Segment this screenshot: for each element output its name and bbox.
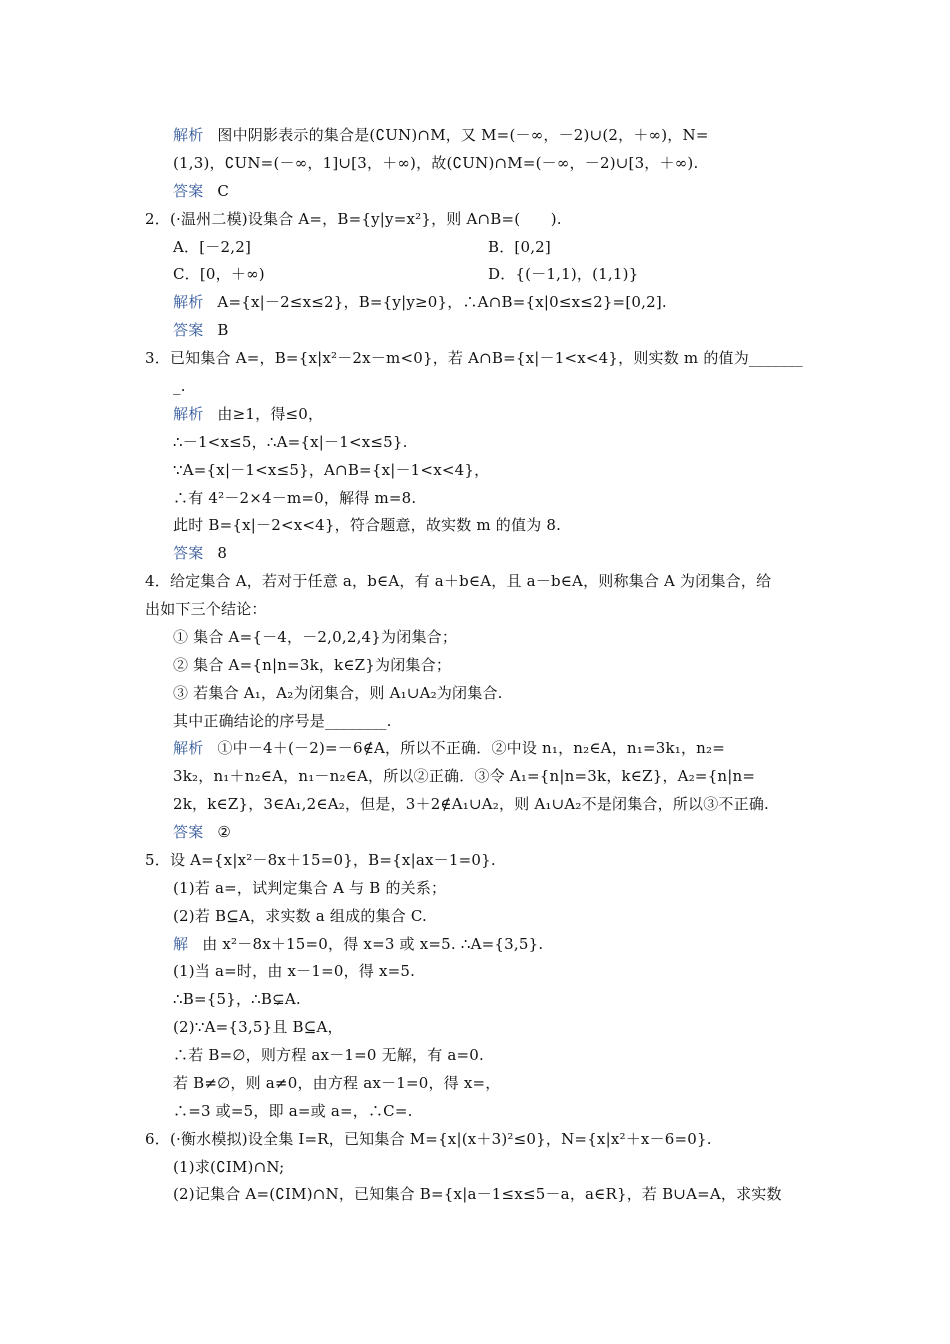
q3-analysis-4: ∴有 4²－2×4－m=0，解得 m=8. <box>173 489 417 507</box>
q4-statement-3: ③ 若集合 A₁，A₂为闭集合，则 A₁∪A₂为闭集合. <box>173 684 503 702</box>
q4-answer: 答案 ② <box>173 823 232 841</box>
question-5-stem: 5．设 A={x|x²－8x＋15=0}，B={x|ax－1=0}. <box>145 851 496 869</box>
solution-label: 解 <box>173 935 189 953</box>
q5-solution-6: 若 B≠∅，则 a≠0，由方程 ax－1=0，得 x=， <box>173 1074 501 1092</box>
analysis-line-2: (1,3)，∁UN=(－∞，1]∪[3，＋∞)，故(∁UN)∩M=(－∞，－2)∪[3，＋∞). <box>173 154 699 172</box>
q6-part-1: (1)求(∁IM)∩N; <box>173 1158 285 1176</box>
q3-analysis-5: 此时 B={x|－2<x<4}，符合题意，故实数 m 的值为 8. <box>173 516 562 534</box>
q3-answer: 答案 8 <box>173 544 228 562</box>
q4-statement-1: ① 集合 A={－4，－2,0,2,4}为闭集合； <box>173 628 458 646</box>
q6-part-2: (2)记集合 A=(∁IM)∩N，已知集合 B={x|a－1≤x≤5－a，a∈R}，若 B∪A=A，求实数 <box>173 1185 782 1203</box>
question-3-stem-cont: _. <box>173 377 186 395</box>
q5-solution-4: (2)∵A={3,5}且 B⊆A， <box>173 1018 343 1036</box>
q4-prompt: 其中正确结论的序号是________. <box>173 712 392 730</box>
q4-analysis-2: 3k₂，n₁＋n₂∈A，n₁－n₂∈A，所以②正确．③令 A₁={n|n=3k，k∈Z}，A₂={n|n= <box>173 767 756 785</box>
q5-solution-5: ∴若 B=∅，则方程 ax－1=0 无解，有 a=0. <box>173 1046 485 1064</box>
q2-option-d: D．{(－1,1)，(1,1)} <box>488 265 639 283</box>
q2-option-a: A．[－2,2] <box>173 238 251 256</box>
q3-analysis-1: 解析 由≥1，得≤0， <box>173 405 324 423</box>
q2-option-c: C．[0，＋∞) <box>173 265 265 283</box>
q4-analysis-3: 2k，k∈Z}，3∈A₁,2∈A₂，但是，3＋2∉A₁∪A₂，则 A₁∪A₂不是闭集合，所以③不正确. <box>173 795 769 813</box>
question-4-stem: 4．给定集合 A，若对于任意 a，b∈A，有 a＋b∈A，且 a－b∈A，则称集合 A 为闭集合，给 <box>145 572 772 590</box>
q2-option-b: B．[0,2] <box>488 238 551 256</box>
answer-line-q1: 答案 C <box>173 182 230 200</box>
q3-analysis-2: ∴－1<x≤5，∴A={x|－1<x≤5}. <box>173 433 408 451</box>
answer-label: 答案 <box>173 544 204 562</box>
analysis-label: 解析 <box>173 126 204 144</box>
q5-solution-1: 解 由 x²－8x＋15=0，得 x=3 或 x=5. ∴A={3,5}. <box>173 935 544 953</box>
q2-analysis: 解析 A={x|－2≤x≤2}，B={y|y≥0}，∴A∩B={x|0≤x≤2}=[0,2]. <box>173 293 667 311</box>
analysis-label: 解析 <box>173 739 204 757</box>
analysis-label: 解析 <box>173 405 204 423</box>
q5-solution-2: (1)当 a=时，由 x－1=0，得 x=5. <box>173 962 416 980</box>
question-2-stem: 2．(·温州二模)设集合 A=，B={y|y=x²}，则 A∩B=( ). <box>145 210 562 228</box>
q5-solution-3: ∴B={5}，∴B⊊A. <box>173 990 301 1008</box>
question-4-stem-cont: 出如下三个结论： <box>145 600 267 618</box>
q3-analysis-3: ∵A={x|－1<x≤5}，A∩B={x|－1<x<4}， <box>173 461 490 479</box>
answer-label: 答案 <box>173 182 204 200</box>
answer-label: 答案 <box>173 823 204 841</box>
q5-part-1: (1)若 a=，试判定集合 A 与 B 的关系； <box>173 879 447 897</box>
q5-part-2: (2)若 B⊆A，求实数 a 组成的集合 C. <box>173 907 427 925</box>
q5-solution-7: ∴=3 或=5，即 a=或 a=，∴C=. <box>173 1102 413 1120</box>
q2-answer: 答案 B <box>173 321 229 339</box>
question-3-stem: 3．已知集合 A=，B={x|x²－2x－m<0}，若 A∩B={x|－1<x<4}，则实数 m 的值为_______ <box>145 349 803 367</box>
answer-label: 答案 <box>173 321 204 339</box>
q4-statement-2: ② 集合 A={n|n=3k，k∈Z}为闭集合； <box>173 656 452 674</box>
question-6-stem: 6．(·衡水模拟)设全集 I=R，已知集合 M={x|(x＋3)²≤0}，N={x|x²＋x－6=0}. <box>145 1130 712 1148</box>
analysis-line-1: 解析 图中阴影表示的集合是(∁UN)∩M，又 M=(－∞，－2)∪(2，＋∞)，N= <box>173 126 709 144</box>
q4-analysis-1: 解析 ①中－4＋(－2)=－6∉A，所以不正确．②中设 n₁，n₂∈A，n₁=3k₁，n₂= <box>173 739 726 757</box>
analysis-label: 解析 <box>173 293 204 311</box>
